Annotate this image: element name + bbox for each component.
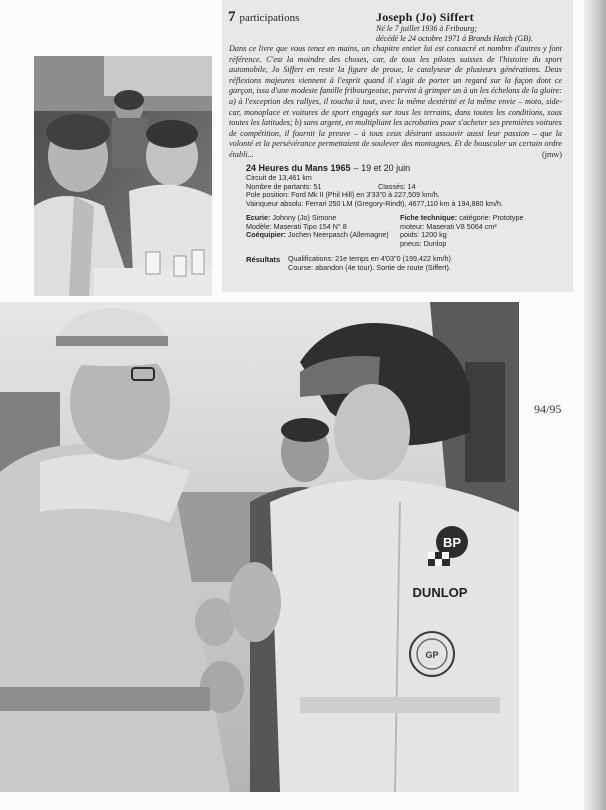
race-title (246, 163, 410, 173)
tech-label: Fiche technique: (400, 213, 458, 222)
tech-engine: moteur: Maserati V8 5064 cm³ (400, 221, 497, 231)
teammate-label: Coéquipier: (246, 230, 286, 240)
results-race: Course: abandon (4e tour). Sortie de route (Siffert). (288, 262, 451, 272)
participations-label: participations (239, 12, 300, 24)
driver-name: Joseph (Jo) Siffert (376, 10, 474, 24)
race-name: 24 Heures du Mans 1965 (246, 163, 351, 173)
teammate-row (246, 231, 391, 240)
results-label: Résultats (246, 255, 281, 264)
bio-line-death: décédé le 24 octobre 1971 à Brands Hatch (GB). (376, 34, 533, 43)
results-details (288, 255, 566, 272)
bio-line-birth: Né le 7 juillet 1936 à Fribourg; (376, 24, 478, 33)
team-label: Ecurie: (246, 213, 271, 222)
model-label: Modèle: (246, 221, 272, 231)
team-value: Johnny (Jo) Simone (272, 213, 337, 222)
participations-count: 7 (228, 9, 236, 25)
tech-weight: poids: 1200 kg (400, 230, 447, 240)
tech-tyres: pneus: Dunlop (400, 239, 447, 249)
circuit-length: Circuit de 13,461 km (246, 173, 312, 182)
participations-heading (228, 9, 299, 26)
book-gutter (584, 0, 606, 810)
classified-count: Classés: 14 (378, 181, 416, 191)
pole-position: Pole position: Ford Mk II (Phil Hill) en 3'33"0 à 227,509 km/h. (246, 190, 440, 200)
photo-pit-conversation (0, 302, 519, 792)
race-dates: – 19 et 20 juin (353, 163, 411, 173)
model-value: Maserati Tipo 154 N° 8 (273, 221, 347, 231)
photo-restaurant (34, 56, 212, 296)
intro-text: Dans ce livre que vous tenez en mains, un chapitre entier lui est consacré et nombre d'autres y font référence. C'est la moindre des choses, car, de tous les pilotes suisses de l'histoire du sport automobile, Jo Siffert en reste la figure de proue, le catalyseur de plusieurs générations. Deux réflexions majeures viennent à l'esprit quand il s'agit de porter un regard sur la façon dont ce garçon, issu d'une modeste famille fribourgeoise, parvint à grimper un à un les échelons de la gloire: a) à l'exception des rallyes, il toucha à tout, avec la même dextérité et la même envie – moto, side-car, monoplace et voitures de sport engagés sur tous les terrains, dans toutes les conditions, sous toutes les latitudes; b) sans argent, en multipliant les acrobaties pour s'acheter ses premières voitures de compétition, il fournit la preuve – à tous ceux désirant assouvir aussi leur passion – que la volonté et la persévérance permettaient de soulever des montagnes. Et de bousculer un certain ordre établi... (229, 44, 562, 159)
teammate-value: Jochen Neerpasch (Allemagne) (287, 230, 389, 240)
gp-badge-text: GP (425, 650, 439, 660)
entry-details (246, 214, 391, 240)
starters-count: Nombre de partants: 51 (246, 181, 322, 191)
bp-badge-text: BP (442, 535, 462, 550)
dunlop-badge-text: DUNLOP (412, 585, 468, 600)
intro-paragraph (229, 44, 562, 161)
overall-winner: Vainqueur absolu: Ferrari 250 LM (Gregory-Rindt), 4677,110 km à 194,880 km/h. (246, 199, 504, 209)
driver-bio (376, 24, 566, 44)
page-number: 94/95 (534, 402, 562, 416)
race-stats (246, 174, 566, 209)
intro-signature: (jmw) (541, 149, 562, 159)
tech-category: catégorie: Prototype (459, 213, 524, 222)
tech-sheet (400, 214, 570, 249)
results-qualifying: Qualifications: 21e temps en 4'03"0 (199,422 km/h). (288, 254, 453, 263)
